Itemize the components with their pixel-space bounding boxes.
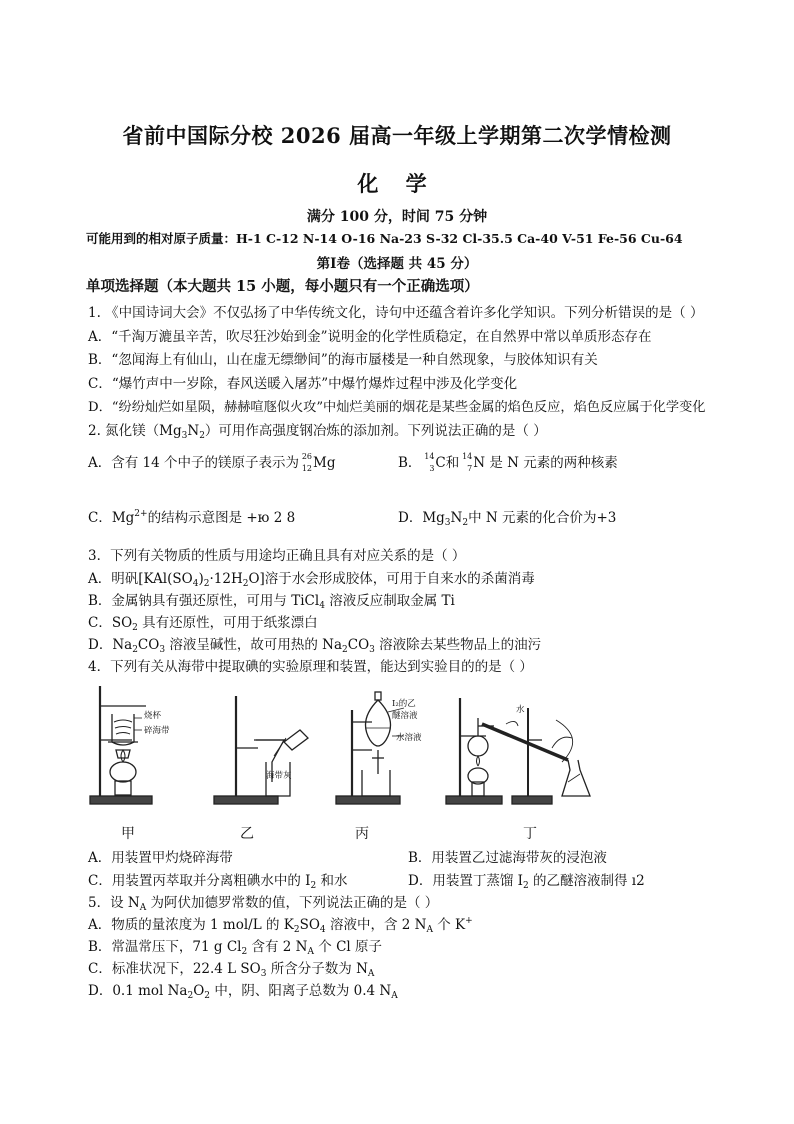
label-ether-1: I₂的乙: [392, 699, 416, 709]
subject-title: 化 学: [357, 171, 437, 196]
question-1-option-c: C．“爆竹声中一岁除，春风送暖入屠苏”中爆竹爆炸过程中涉及化学变化: [88, 376, 518, 392]
question-5-stem: 5．设 $N_A$ 为阿伏加德罗常数的值，下列说法正确的是（ ）: [88, 895, 439, 913]
label-ash: 海带灰: [266, 771, 292, 781]
apparatus-figure: [86, 678, 616, 814]
label-ether-2: 醚溶液: [392, 711, 418, 721]
question-3-option-c: C．$SO_2$ 具有还原性，可用于纸浆漂白: [88, 615, 318, 633]
question-2-option-d: D．$Mg_3N_2$中 N 元素的化合价为+3: [398, 510, 617, 528]
label-beaker: 烧杯: [144, 711, 162, 721]
question-3-option-b: B．金属钠具有强还原性，可用与 TiCl$_4$ 溶液反应制取金属 Ti: [88, 593, 455, 611]
apparatus-jia: [90, 686, 152, 804]
exam-title: 省前中国际分校 2026 届高一年级上学期第二次学情检测: [122, 123, 672, 148]
label-seaweed: 碎海带: [144, 726, 170, 736]
question-1-option-d: D．“纷纷灿烂如星陨，赫赫喧豗似火攻”中灿烂美丽的烟花是某些金属的焰色反应，焰色反应属于化学变化: [88, 400, 706, 415]
volume-heading: 第Ⅰ卷（选择题 共 45 分）: [316, 256, 478, 272]
question-4-option-c: C．用装置丙萃取并分离粗碘水中的 $I_2$ 和水: [88, 873, 348, 891]
section-heading: 单项选择题（本大题共 15 小题，每小题只有一个正确选项）: [86, 278, 479, 295]
question-5-option-a: A．物质的量浓度为 1 mol/L 的 $K_2SO_4$ 溶液中，含 2 $N_A$ 个 K+: [88, 916, 473, 935]
question-3-option-d: D．$Na_2CO_3$ 溶液呈碱性，故可用热的 $Na_2CO_3$ 溶液除去某些物品上的油污: [88, 637, 542, 655]
question-3-option-a: A．明矾$[KAl(SO_4)_2\cdot 12H_2O]$溶于水会形成胶体，可用于自来水的杀菌消毒: [88, 571, 535, 589]
question-5-option-d: D．0.1 mol $Na_2O_2$ 中，阴、阳离子总数为 0.4 $N_A$: [88, 983, 398, 1001]
question-4-stem: 4．下列有关从海带中提取碘的实验原理和装置，能达到实验目的的是（ ）: [88, 659, 533, 675]
question-4-option-a: A．用装置甲灼烧碎海带: [88, 850, 233, 866]
label-aqueous: 水溶液: [396, 733, 422, 743]
question-1-option-a: A．“千淘万漉虽辛苦，吹尽狂沙始到金”说明金的化学性质稳定，在自然界中常以单质形态存在: [88, 329, 652, 345]
atomic-masses: 可能用到的相对原子质量：H-1 C-12 N-14 O-16 Na-23 S-32 Cl-35.5 Ca-40 V-51 Fe-56 Cu-64: [86, 231, 683, 246]
caption-yi: 乙: [240, 826, 254, 842]
question-4-option-d: D．用装置丁蒸馏 $I_2$ 的乙醚溶液制得 ı2: [408, 873, 645, 891]
question-5-option-c: C．标准状况下，22.4 L $SO_3$ 所含分子数为 $N_A$: [88, 961, 375, 979]
question-3-stem: 3．下列有关物质的性质与用途均正确且具有对应关系的是（ ）: [88, 548, 466, 564]
question-2-option-a: A．含有 14 个中子的镁原子表示为 26 12 Mg: [88, 452, 336, 473]
apparatus-yi: [214, 696, 308, 804]
question-1-stem: 1. 《中国诗词大会》不仅弘扬了中华传统文化，诗句中还蕴含着许多化学知识。下列分析错误的是（ ）: [88, 305, 704, 321]
question-5-option-b: B．常温常压下，71 g $Cl_2$ 含有 2 $N_A$ 个 Cl 原子: [88, 939, 383, 957]
score-time: 满分 100 分，时间 75 分钟: [306, 209, 488, 225]
label-water: 水: [516, 705, 525, 715]
question-2-option-b: B． 14 3 C和 14 7 N 是 N 元素的两种核素: [398, 452, 618, 473]
question-4-option-b: B．用装置乙过滤海带灰的浸泡液: [408, 850, 607, 866]
question-2-stem: 2. 氮化镁$(Mg_3N_2)$可用作高强度钢冶炼的添加剂。下列说法正确的是（ ）: [88, 423, 547, 441]
question-1-option-b: B．“忽闻海上有仙山，山在虚无缥缈间”的海市蜃楼是一种自然现象，与胶体知识有关: [88, 352, 598, 368]
caption-ding: 丁: [523, 826, 537, 842]
question-2-option-c: C．$Mg^{2+}$的结构示意图是 +ю 2 8: [88, 509, 296, 526]
caption-bing: 丙: [355, 826, 369, 842]
caption-jia: 甲: [121, 826, 135, 842]
